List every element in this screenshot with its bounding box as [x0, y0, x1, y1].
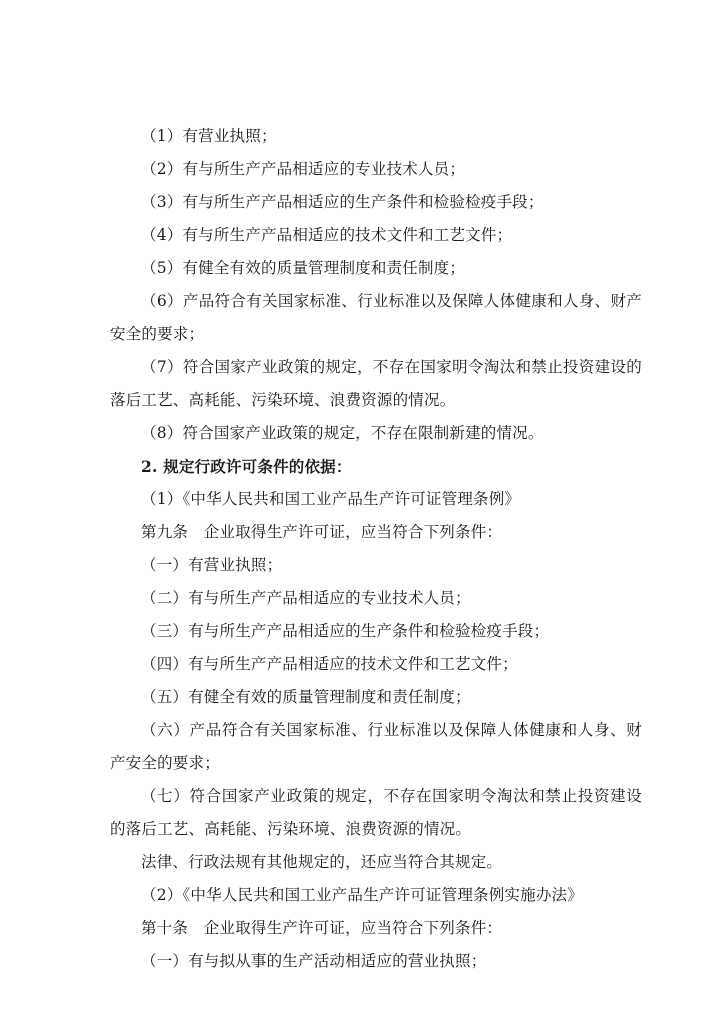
paragraph-article-9-item-6: （六）产品符合有关国家标准、行业标准以及保障人体健康和人身、财产安全的要求； — [110, 721, 642, 772]
paragraph-article-9: 第九条 企业取得生产许可证，应当符合下列条件： — [141, 523, 503, 541]
paragraph-condition-2: （2）有与所生产产品相适应的专业技术人员； — [141, 160, 466, 178]
paragraph-other-provisions: 法律、行政法规有其他规定的，还应当符合其规定。 — [141, 853, 503, 871]
paragraph-condition-6: （6）产品符合有关国家标准、行业标准以及保障人体健康和人身、财产安全的要求； — [110, 292, 642, 343]
paragraph-article-9-item-1: （一）有营业执照； — [141, 556, 283, 574]
paragraph-article-9-item-4: （四）有与所生产产品相适应的技术文件和工艺文件； — [141, 655, 518, 673]
paragraph-article-9-item-2: （二）有与所生产产品相适应的专业技术人员； — [141, 589, 471, 607]
paragraph-article-9-item-7: （七）符合国家产业政策的规定，不存在国家明令淘汰和禁止投资建设的落后工艺、高耗能、污染环境、浪费资源的情况。 — [110, 787, 642, 838]
paragraph-condition-1: （1）有营业执照； — [141, 127, 277, 145]
paragraph-condition-7: （7）符合国家产业政策的规定，不存在国家明令淘汰和禁止投资建设的落后工艺、高耗能、污染环境、浪费资源的情况。 — [110, 358, 642, 409]
paragraph-condition-3: （3）有与所生产产品相适应的生产条件和检验检疫手段； — [141, 193, 544, 211]
paragraph-condition-4: （4）有与所生产产品相适应的技术文件和工艺文件； — [141, 226, 513, 244]
paragraph-article-10-item-1: （一）有与拟从事的生产活动相适应的营业执照； — [141, 952, 487, 970]
paragraph-article-9-item-5: （五）有健全有效的质量管理制度和责任制度； — [141, 688, 471, 706]
paragraph-implementation-measures-title: （2）《中华人民共和国工业产品生产许可证管理条例实施办法》 — [141, 886, 583, 904]
section-heading-basis: 2. 规定行政许可条件的依据： — [141, 457, 352, 476]
paragraph-article-10: 第十条 企业取得生产许可证，应当符合下列条件： — [141, 919, 503, 937]
paragraph-condition-5: （5）有健全有效的质量管理制度和责任制度； — [141, 259, 466, 277]
document-body — [110, 120, 642, 978]
paragraph-condition-8: （8）符合国家产业政策的规定，不存在限制新建的情况。 — [141, 424, 544, 442]
paragraph-article-9-item-3: （三）有与所生产产品相适应的生产条件和检验检疫手段； — [141, 622, 550, 640]
paragraph-regulation-title: （1）《中华人民共和国工业产品生产许可证管理条例》 — [141, 490, 521, 508]
